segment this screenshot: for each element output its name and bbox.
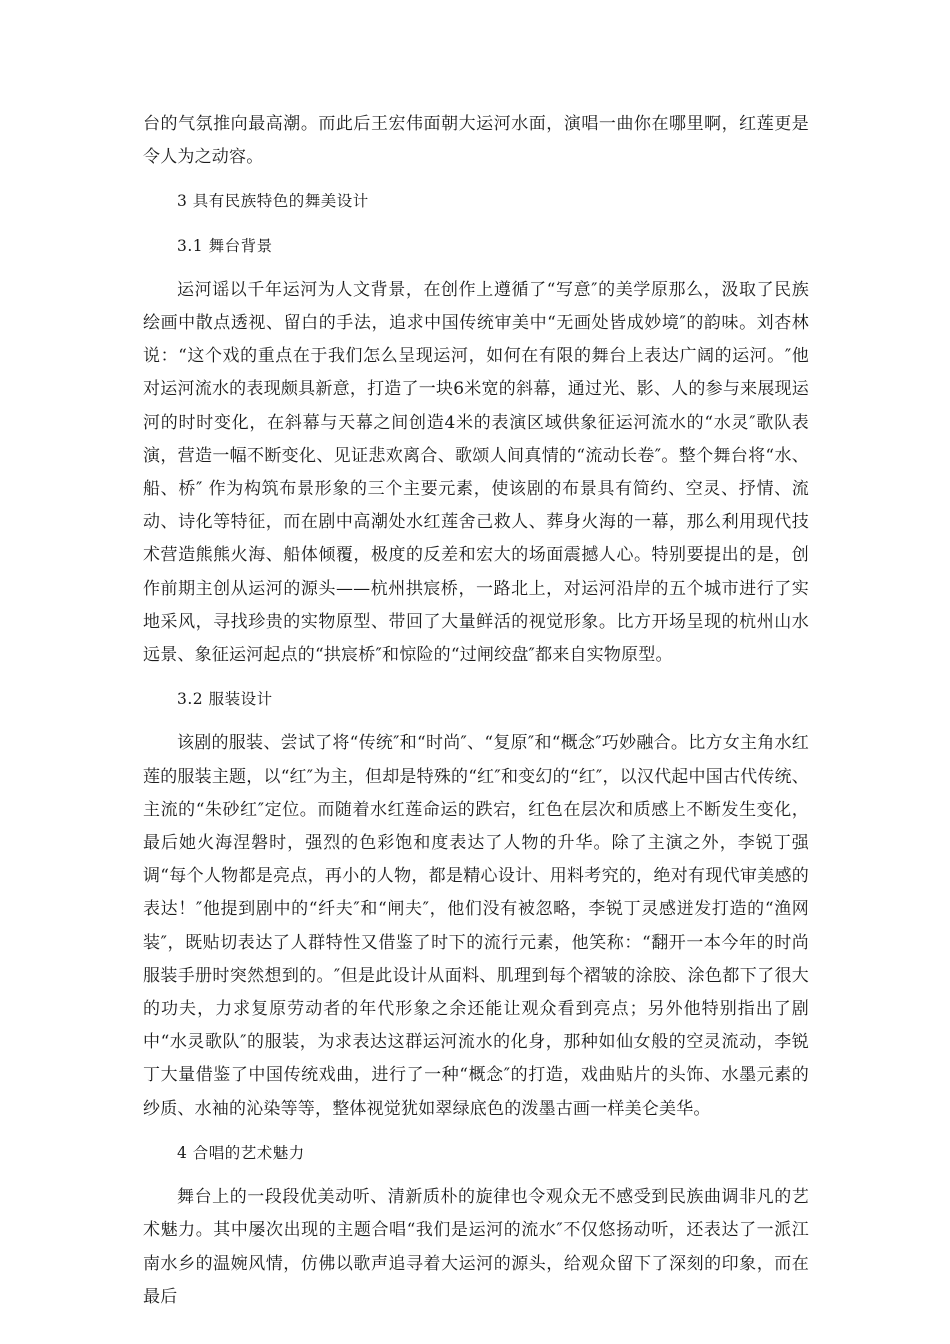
subsection-heading-3-1: 3.1 舞台背景	[177, 236, 273, 255]
paragraph-chorus: 舞台上的一段段优美动听、清新质朴的旋律也令观众无不感受到民族曲调非凡的艺术魅力。其中屡次出现的主题合唱“我们是运河的流水″不仅悠扬动听，还表达了一派江南水乡的温婉风情，仿佛以歌声追寻着大运河的源头，给观众留下了深刻的印象，而在最后	[143, 1187, 809, 1307]
section-heading-4: 4 合唱的艺术魅力	[177, 1143, 305, 1162]
paragraph-costume-design: 该剧的服装、尝试了将“传统″和“时尚″、“复原″和“概念″巧妙融合。比方女主角水红莲的服装主题，以“红″为主，但却是特殊的“红″和变幻的“红″，以汉代起中国古代传统、主流的“朱砂红″定位。而随着水红莲命运的跌宕，红色在层次和质感上不断发生变化，最后她火海涅磐时，强烈的色彩饱和度表达了人物的升华。除了主演之外，李锐丁强调“每个人物都是亮点，再小的人物，都是精心设计、用料考究的，绝对有现代审美感的表达！″他提到剧中的“纤夫″和“闸夫″，他们没有被忽略，李锐丁灵感迸发打造的“渔网装″，既贴切表达了人群特性又借鉴了时下的流行元素，他笑称：“翻开一本今年的时尚服装手册时突然想到的。″但是此设计从面料、肌理到每个褶皱的涂胶、涂色都下了很大的功夫，力求复原劳动者的年代形象之余还能让观众看到亮点；另外他特别指出了剧中“水灵歌队″的服装，为求表达这群运河流水的化身，那种如仙女般的空灵流动，李锐丁大量借鉴了中国传统戏曲，进行了一种“概念″的打造，戏曲贴片的头饰、水墨元素的纱质、水袖的沁染等等，整体视觉犹如翠绿底色的泼墨古画一样美仑美华。	[143, 733, 809, 1119]
paragraph-continued: 台的气氛推向最高潮。而此后王宏伟面朝大运河水面，演唱一曲你在哪里啊，红莲更是令人为之动容。	[143, 114, 809, 168]
section-heading-3: 3 具有民族特色的舞美设计	[177, 192, 369, 211]
subsection-heading-3-2: 3.2 服装设计	[177, 690, 273, 709]
document-page	[143, 108, 809, 1314]
paragraph-stage-background: 运河谣以千年运河为人文背景，在创作上遵循了“写意″的美学原那么，汲取了民族绘画中散点透视、留白的手法，追求中国传统审美中“无画处皆成妙境″的韵味。刘杏林说：“这个戏的重点在于我们怎么呈现运河，如何在有限的舞台上表达广阔的运河。″他对运河流水的表现颇具新意，打造了一块6米宽的斜幕，通过光、影、人的参与来展现运河的时时变化，在斜幕与天幕之间创造4米的表演区域供象征运河流水的“水灵″歌队表演，营造一幅不断变化、见证悲欢离合、歌颂人间真情的“流动长卷″。整个舞台将“水、船、桥″ 作为构筑布景形象的三个主要元素，使该剧的布景具有简约、空灵、抒情、流动、诗化等特征，而在剧中高潮处水红莲舍己救人、葬身火海的一幕，那么利用现代技术营造熊熊火海、船体倾覆，极度的反差和宏大的场面震撼人心。特别要提出的是，创作前期主创从运河的源头——杭州拱宸桥，一路北上，对运河沿岸的五个城市进行了实地采风，寻找珍贵的实物原型、带回了大量鲜活的视觉形象。比方开场呈现的杭州山水远景、象征运河起点的“拱宸桥″和惊险的“过闸绞盘″都来自实物原型。	[143, 279, 809, 666]
